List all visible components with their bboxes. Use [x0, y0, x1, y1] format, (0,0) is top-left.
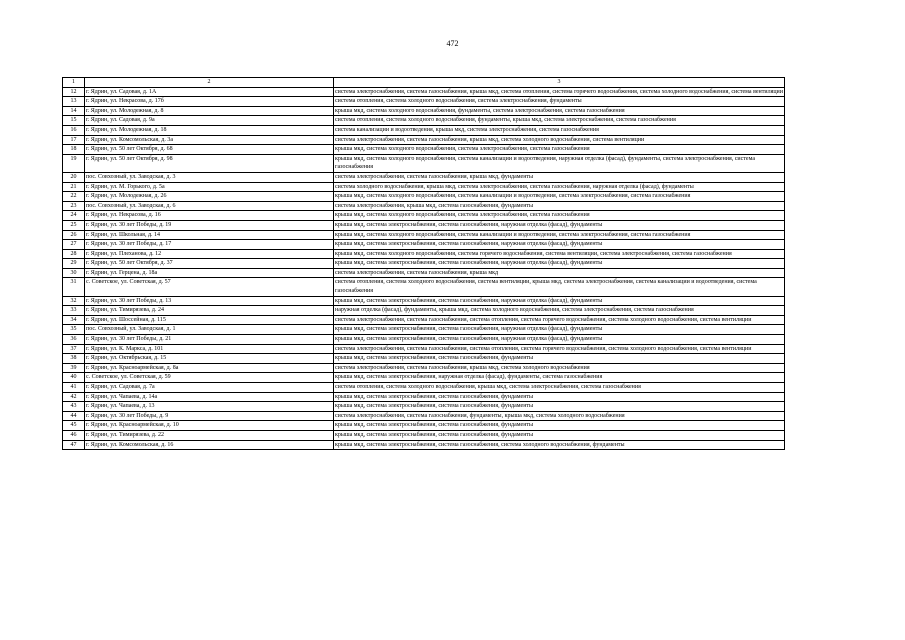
- row-works: система отопления, система холодного водоснабжения, система вентиляции, крыша мкд, система электроснабжения, система канализации и водоотведения, система газоснабжения: [334, 278, 785, 296]
- row-address: г. Ядрин, ул. Садовая, д. 7а: [85, 383, 334, 393]
- row-number: 37: [63, 344, 85, 354]
- table-row: [63, 259, 785, 269]
- row-number: 39: [63, 363, 85, 373]
- table-row: [63, 402, 785, 412]
- row-works: крыша мкд, система электроснабжения, система газоснабжения, наружная отделка (фасад), фундаменты: [334, 335, 785, 345]
- row-number: 21: [63, 182, 85, 192]
- table-row: [63, 116, 785, 126]
- row-number: 15: [63, 116, 85, 126]
- row-works: крыша мкд, система электроснабжения, система газоснабжения, фундаменты: [334, 392, 785, 402]
- table-row: [63, 373, 785, 383]
- row-number: 43: [63, 402, 85, 412]
- row-number: 34: [63, 315, 85, 325]
- table-row: [63, 97, 785, 107]
- row-number: 20: [63, 172, 85, 182]
- header-cell-number: 1: [63, 78, 85, 88]
- row-works: система электроснабжения, система газоснабжения, крыша мкд, система холодного водоснабжения: [334, 363, 785, 373]
- row-address: с. Советское, ул. Советская, д. 57: [85, 278, 334, 296]
- row-works: крыша мкд, система электроснабжения, система газоснабжения, фундаменты: [334, 354, 785, 364]
- row-address: г. Ядрин, ул. Герцена, д. 18а: [85, 268, 334, 278]
- row-works: система электроснабжения, система газоснабжения, фундаменты, крыша мкд, система холодного водоснабжения: [334, 411, 785, 421]
- row-works: крыша мкд, система электроснабжения, система газоснабжения, наружная отделка (фасад), фундаменты: [334, 240, 785, 250]
- row-address: г. Ядрин, ул. Плеханова, д. 12: [85, 249, 334, 259]
- row-works: крыша мкд, система холодного водоснабжения, система горячего водоснабжения, система вентиляции, система электроснабжения, система газоснабжения: [334, 249, 785, 259]
- row-address: г. Ядрин, ул. Некрасова, д. 17б: [85, 97, 334, 107]
- row-number: 22: [63, 192, 85, 202]
- table-row: [63, 145, 785, 155]
- row-number: 47: [63, 440, 85, 450]
- row-works: крыша мкд, система электроснабжения, система газоснабжения, система холодного водоснабжения, фундаменты: [334, 440, 785, 450]
- row-number: 30: [63, 268, 85, 278]
- row-address: г. Ядрин, ул. Тимирязева, д. 24: [85, 306, 334, 316]
- row-works: крыша мкд, система холодного водоснабжения, система электроснабжения, система газоснабжения: [334, 145, 785, 155]
- row-number: 17: [63, 135, 85, 145]
- row-works: крыша мкд, система электроснабжения, система газоснабжения, наружная отделка (фасад), фундаменты: [334, 259, 785, 269]
- row-address: г. Ядрин, ул. Комсомольская, д. 16: [85, 440, 334, 450]
- row-address: г. Ядрин, ул. 30 лет Победы, д. 17: [85, 240, 334, 250]
- row-works: система электроснабжения, крыша мкд, система газоснабжения, фундаменты: [334, 201, 785, 211]
- row-address: г. Ядрин, ул. 50 лет Октября, д. 98: [85, 154, 334, 172]
- row-works: система электроснабжения, система газоснабжения, крыша мкд, фундаменты: [334, 172, 785, 182]
- row-works: крыша мкд, система холодного водоснабжения, фундаменты, система электроснабжения, система газоснабжения: [334, 106, 785, 116]
- row-number: 23: [63, 201, 85, 211]
- table-row: [63, 421, 785, 431]
- row-address: г. Ядрин, ул. К. Маркса, д. 101: [85, 344, 334, 354]
- row-works: наружная отделка (фасад), фундаменты, крыша мкд, система холодного водоснабжения, система электроснабжения, система газоснабжения: [334, 306, 785, 316]
- row-works: крыша мкд, система электроснабжения, система газоснабжения, фундаменты: [334, 402, 785, 412]
- row-address: г. Ядрин, ул. Школьная, д. 14: [85, 230, 334, 240]
- row-works: система электроснабжения, система газоснабжения, система отопления, система горячего водоснабжения, система холодного водоснабжения, система вентиляции: [334, 344, 785, 354]
- row-works: крыша мкд, система холодного водоснабжения, система канализации и водоотведения, система электроснабжения, система газоснабжения: [334, 230, 785, 240]
- table-row: [63, 335, 785, 345]
- table-row: [63, 106, 785, 116]
- row-address: г. Ядрин, ул. 50 лет Октября, д. 68: [85, 145, 334, 155]
- row-number: 32: [63, 296, 85, 306]
- row-address: г. Ядрин, ул. Комсомольская, д. 3а: [85, 135, 334, 145]
- table-row: [63, 363, 785, 373]
- row-number: 14: [63, 106, 85, 116]
- row-number: 35: [63, 325, 85, 335]
- row-number: 28: [63, 249, 85, 259]
- row-works: крыша мкд, система электроснабжения, наружная отделка (фасад), фундаменты, система газоснабжения: [334, 373, 785, 383]
- table-row: [63, 211, 785, 221]
- row-works: система электроснабжения, система газоснабжения, система отопления, система горячего водоснабжения, система холодного водоснабжения, система вентиляции: [334, 315, 785, 325]
- table-row: [63, 240, 785, 250]
- row-works: система отопления, система холодного водоснабжения, система электроснабжения, фундаменты: [334, 97, 785, 107]
- row-number: 41: [63, 383, 85, 393]
- row-address: г. Ядрин, ул. 30 лет Победы, д. 21: [85, 335, 334, 345]
- row-address: пос. Совхозный, ул. Заводская, д. 3: [85, 172, 334, 182]
- page-number: 472: [446, 39, 459, 48]
- row-address: г. Ядрин, ул. Садовая, д. 9а: [85, 116, 334, 126]
- table-row: [63, 249, 785, 259]
- table-row: [63, 135, 785, 145]
- row-number: 36: [63, 335, 85, 345]
- row-address: пос. Совхозный, ул. Заводская, д. 6: [85, 201, 334, 211]
- row-address: г. Ядрин, ул. 30 лет Победы, д. 9: [85, 411, 334, 421]
- row-address: г. Ядрин, ул. Красноармейская, д. 10: [85, 421, 334, 431]
- table-row: [63, 440, 785, 450]
- row-number: 44: [63, 411, 85, 421]
- row-works: система электроснабжения, система газоснабжения, крыша мкд, система отопления, система горячего водоснабжения, система холодного водоснабжения, система вентиляции: [334, 87, 785, 97]
- table-header-row: [63, 78, 785, 88]
- table-row: [63, 315, 785, 325]
- row-address: г. Ядрин, ул. Молодежная, д. 26: [85, 192, 334, 202]
- table-row: [63, 392, 785, 402]
- table-row: [63, 278, 785, 296]
- repair-works-table: [62, 77, 785, 450]
- table-row: [63, 411, 785, 421]
- table-row: [63, 430, 785, 440]
- table-row: [63, 306, 785, 316]
- table-row: [63, 220, 785, 230]
- row-address: г. Ядрин, ул. Тимирязева, д. 22: [85, 430, 334, 440]
- row-works: система электроснабжения, система газоснабжения, крыша мкд, система холодного водоснабжения, система вентиляции: [334, 135, 785, 145]
- table-row: [63, 125, 785, 135]
- table-row: [63, 344, 785, 354]
- row-works: крыша мкд, система холодного водоснабжения, система электроснабжения, система газоснабжения: [334, 211, 785, 221]
- row-number: 31: [63, 278, 85, 296]
- row-address: г. Ядрин, ул. Некрасова, д. 16: [85, 211, 334, 221]
- row-number: 26: [63, 230, 85, 240]
- table-row: [63, 268, 785, 278]
- row-address: г. Ядрин, ул. Чапаева, д. 13: [85, 402, 334, 412]
- row-number: 25: [63, 220, 85, 230]
- row-works: крыша мкд, система электроснабжения, система газоснабжения, наружная отделка (фасад), фундаменты: [334, 220, 785, 230]
- row-address: пос. Совхозный, ул. Заводская, д. 1: [85, 325, 334, 335]
- row-number: 18: [63, 145, 85, 155]
- row-address: г. Ядрин, ул. Чапаева, д. 14а: [85, 392, 334, 402]
- row-address: г. Ядрин, ул. 50 лет Октября, д. 37: [85, 259, 334, 269]
- row-address: г. Ядрин, ул. М. Горького, д. 5а: [85, 182, 334, 192]
- row-number: 38: [63, 354, 85, 364]
- table-row: [63, 354, 785, 364]
- row-works: крыша мкд, система холодного водоснабжения, система канализации и водоотведения, система электроснабжения, система газоснабжения: [334, 192, 785, 202]
- table-row: [63, 296, 785, 306]
- row-works: крыша мкд, система холодного водоснабжения, система канализации и водоотведения, наружная отделка (фасад), фундаменты, система электроснабжения, система газоснабжения: [334, 154, 785, 172]
- row-address: г. Ядрин, ул. Садовая, д. 1А: [85, 87, 334, 97]
- row-address: г. Ядрин, ул. Октябрьская, д. 15: [85, 354, 334, 364]
- row-address: г. Ядрин, ул. Молодежная, д. 18: [85, 125, 334, 135]
- row-works: система канализации и водоотведения, крыша мкд, система электроснабжения, система газоснабжения: [334, 125, 785, 135]
- table-row: [63, 325, 785, 335]
- row-works: система отопления, система холодного водоснабжения, фундаменты, крыша мкд, система электроснабжения, система газоснабжения: [334, 116, 785, 126]
- row-works: крыша мкд, система электроснабжения, система газоснабжения, наружная отделка (фасад), фундаменты: [334, 296, 785, 306]
- row-works: система отопления, система холодного водоснабжения, крыша мкд, система электроснабжения, система газоснабжения: [334, 383, 785, 393]
- row-number: 27: [63, 240, 85, 250]
- row-number: 12: [63, 87, 85, 97]
- table-row: [63, 192, 785, 202]
- row-works: крыша мкд, система электроснабжения, система газоснабжения, фундаменты: [334, 430, 785, 440]
- table-row: [63, 201, 785, 211]
- row-address: г. Ядрин, ул. Шоссейная, д. 115: [85, 315, 334, 325]
- row-number: 16: [63, 125, 85, 135]
- table-row: [63, 172, 785, 182]
- header-cell-works: 3: [334, 78, 785, 88]
- table-body: [63, 78, 785, 450]
- row-number: 42: [63, 392, 85, 402]
- row-number: 45: [63, 421, 85, 431]
- row-works: система холодного водоснабжения, крыша мкд, система электроснабжения, система газоснабжения, наружная отделка (фасад), фундаменты: [334, 182, 785, 192]
- row-number: 40: [63, 373, 85, 383]
- row-works: крыша мкд, система электроснабжения, система газоснабжения, фундаменты: [334, 421, 785, 431]
- row-address: г. Ядрин, ул. 30 лет Победы, д. 19: [85, 220, 334, 230]
- row-address: с. Советское, ул. Советская, д. 59: [85, 373, 334, 383]
- row-address: г. Ядрин, ул. Молодежная, д. 8: [85, 106, 334, 116]
- row-works: система электроснабжения, система газоснабжения, крыша мкд: [334, 268, 785, 278]
- table-row: [63, 182, 785, 192]
- row-address: г. Ядрин, ул. Красноармейская, д. 8а: [85, 363, 334, 373]
- row-number: 19: [63, 154, 85, 172]
- table-row: [63, 154, 785, 172]
- row-number: 46: [63, 430, 85, 440]
- row-number: 33: [63, 306, 85, 316]
- row-number: 24: [63, 211, 85, 221]
- header-cell-address: 2: [85, 78, 334, 88]
- table-row: [63, 87, 785, 97]
- row-number: 13: [63, 97, 85, 107]
- table-row: [63, 230, 785, 240]
- row-number: 29: [63, 259, 85, 269]
- row-address: г. Ядрин, ул. 30 лет Победы, д. 13: [85, 296, 334, 306]
- row-works: крыша мкд, система электроснабжения, система газоснабжения, наружная отделка (фасад), фундаменты: [334, 325, 785, 335]
- table-row: [63, 383, 785, 393]
